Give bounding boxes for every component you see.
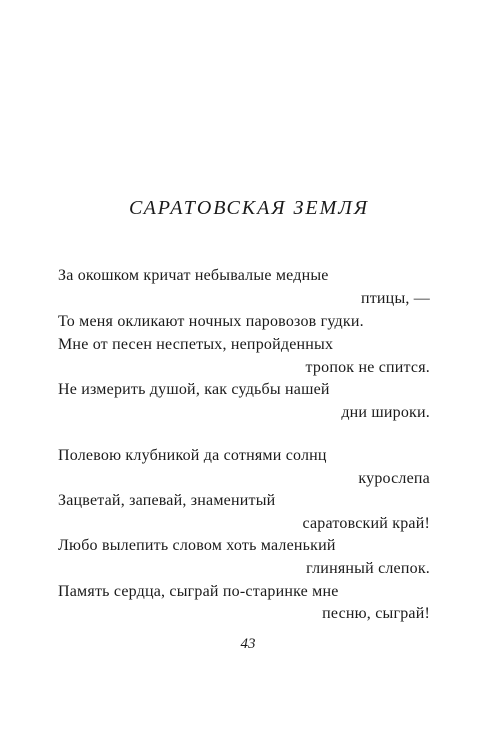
poem-line: За окошком кричат небывалые медные [58,267,329,284]
poem-line: глиняный слепок. [306,560,430,577]
poem-line: Не измерить душой, как судьбы нашей [58,381,330,398]
page-number: 43 [240,636,256,652]
poem-line: Полевою клубникой да сотнями солнц [58,447,327,464]
poem-line: То меня окликают ночных паровозов гудки. [58,313,364,330]
poem-line: песню, сыграй! [322,605,430,622]
poem-line: Любо вылепить словом хоть маленький [58,537,336,554]
poem-line: Зацветай, запевай, знаменитый [58,492,276,509]
poem-line: тропок не спится. [305,359,430,376]
poem-line: Память сердца, сыграй по-старинке мне [58,583,339,600]
poem-line: саратовский край! [302,515,430,532]
poem-line: дни широки. [341,404,430,421]
poem-line: птицы, — [360,290,430,307]
poem-line: курослепа [358,470,430,487]
poem-title: САРАТОВСКАЯ ЗЕМЛЯ [128,197,369,219]
poem-line: Мне от песен неспетых, непройденных [58,336,334,353]
